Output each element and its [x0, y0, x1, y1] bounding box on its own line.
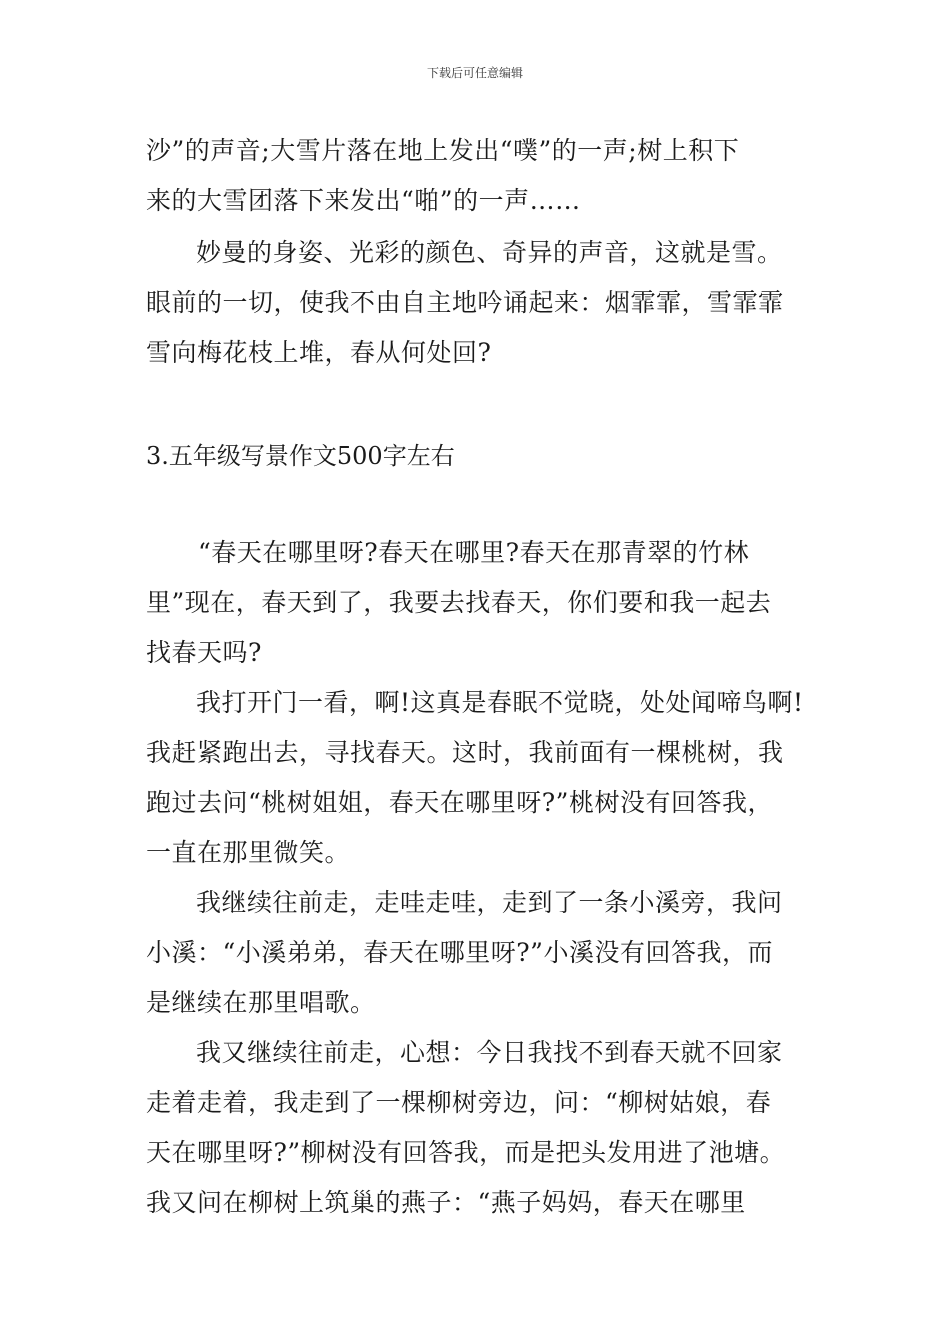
- text-line: 我又继续往前走，心想：今日我找不到春天就不回家: [196, 1038, 783, 1067]
- text-line: 妙曼的身姿、光彩的颜色、奇异的声音，这就是雪。: [196, 238, 783, 267]
- text-line: 一直在那里微笑。: [146, 838, 351, 867]
- text-line: 里”现在，春天到了，我要去找春天，你们要和我一起去: [146, 588, 772, 617]
- text-line: 来的大雪团落下来发出“啪”的一声……: [146, 186, 581, 215]
- text-line: 沙”的声音;大雪片落在地上发出“噗”的一声;树上积下: [146, 136, 740, 165]
- text-line: 我又问在柳树上筑巢的燕子：“燕子妈妈，春天在哪里: [146, 1188, 746, 1217]
- text-line: 我打开门一看，啊!这真是春眠不觉晓，处处闻啼鸟啊!: [196, 688, 804, 717]
- text-line: 雪向梅花枝上堆，春从何处回?: [146, 338, 492, 367]
- text-line: 眼前的一切，使我不由自主地吟诵起来：烟霏霏，雪霏霏: [146, 288, 784, 317]
- text-line: 是继续在那里唱歌。: [146, 988, 376, 1017]
- text-line: 走着走着，我走到了一棵柳树旁边，问：“柳树姑娘，春: [146, 1088, 772, 1117]
- text-line: 跑过去问“桃树姐姐，春天在哪里呀?”桃树没有回答我，: [146, 788, 773, 817]
- text-line: “春天在哪里呀?春天在哪里?春天在那青翠的竹林: [198, 538, 750, 567]
- text-line: 天在哪里呀?”柳树没有回答我，而是把头发用进了池塘。: [146, 1138, 786, 1167]
- text-line: 我继续往前走，走哇走哇，走到了一条小溪旁，我问: [196, 888, 783, 917]
- text-line: 我赶紧跑出去，寻找春天。这时，我前面有一棵桃树，我: [146, 738, 784, 767]
- text-line: 小溪：“小溪弟弟，春天在哪里呀?”小溪没有回答我，而: [146, 938, 773, 967]
- page-header: 下载后可任意编辑: [426, 66, 523, 80]
- section-title: 3.五年级写景作文500字左右: [146, 442, 455, 470]
- text-line: 找春天吗?: [146, 638, 262, 667]
